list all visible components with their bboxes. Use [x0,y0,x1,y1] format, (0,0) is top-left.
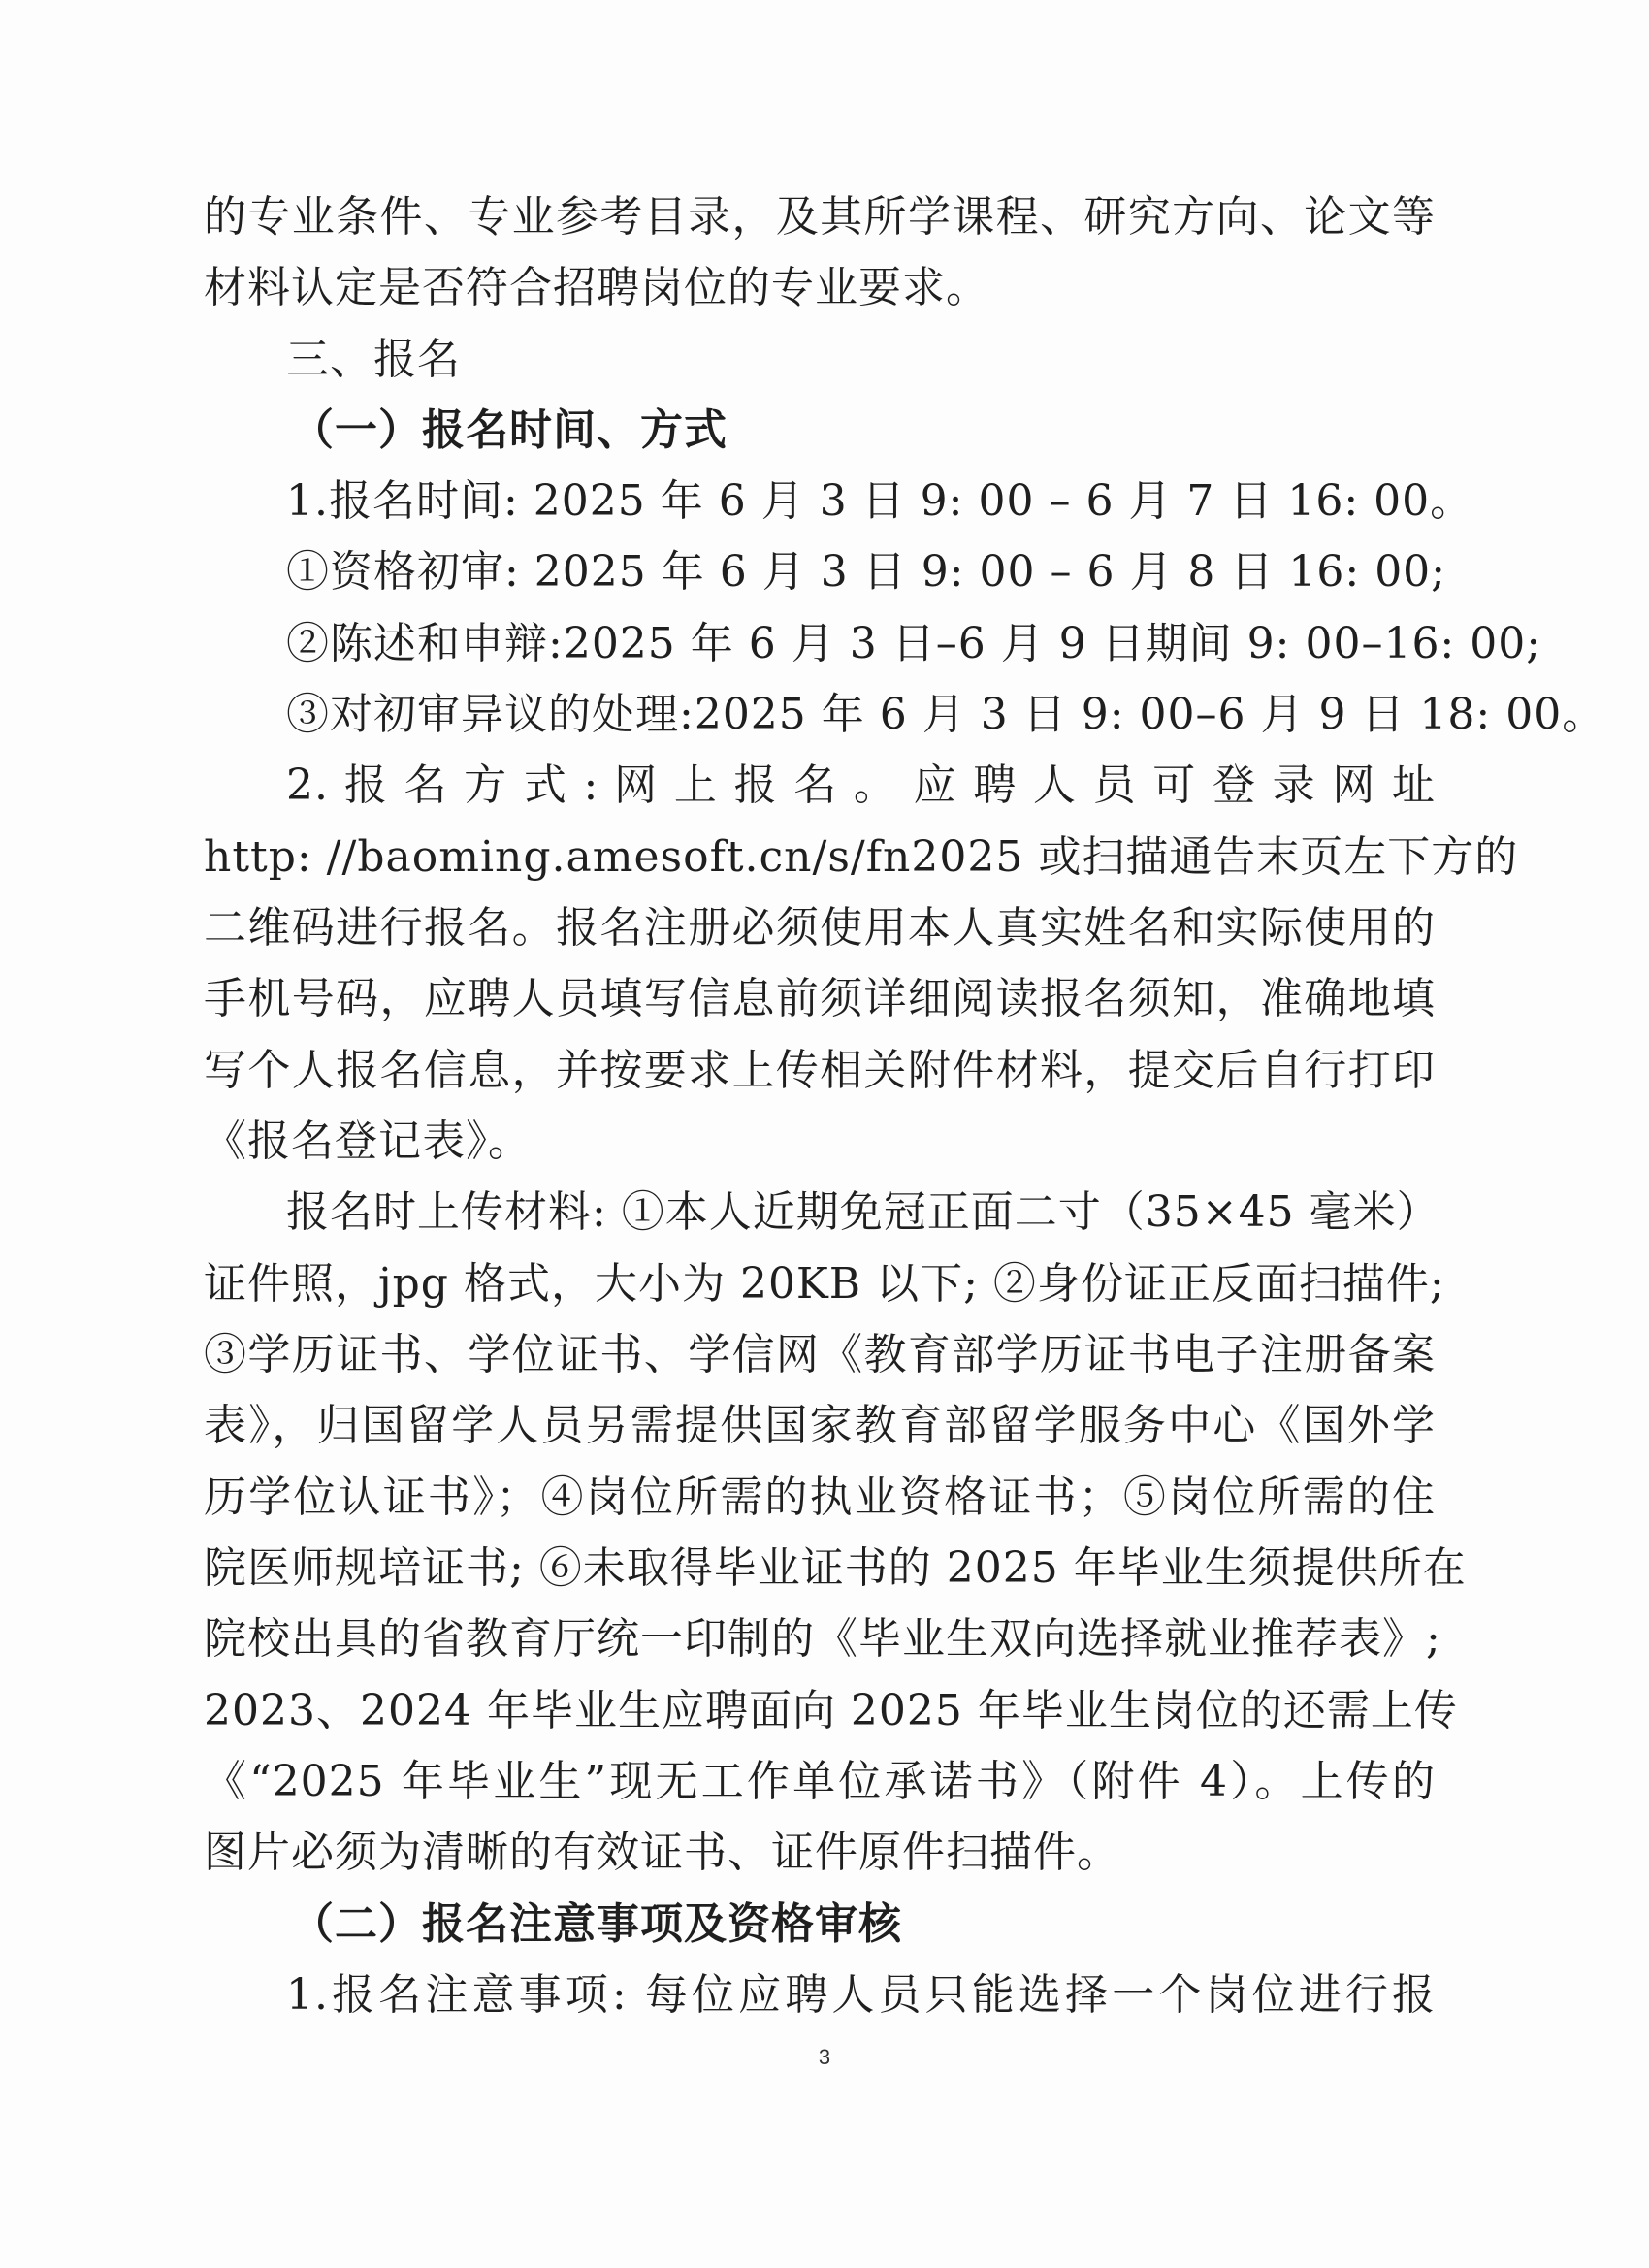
text-line-8: ③对初审异议的处理:2025 年 6 月 3 日 9: 00–6 月 9 日 18: 00。 [286,690,1606,739]
text-line-10: http: //baoming.amesoft.cn/s/fn2025 或扫描通告末页左下方的 [204,832,1519,882]
text-line-26: 1.报名注意事项: 每位应聘人员只能选择一个岗位进行报 [286,1970,1436,2020]
subsection-heading-one: （一）报名时间、方式 [291,405,728,455]
text-line-2: 材料认定是否符合招聘岗位的专业要求。 [204,263,989,312]
text-line-9: 2. 报 名 方 式 : 网 上 报 名 。 应 聘 人 员 可 登 录 网 址 [286,761,1436,810]
text-line-22: 2023、2024 年毕业生应聘面向 2025 年毕业生岗位的还需上传 [204,1686,1458,1735]
text-line-23: 《“2025 年毕业生”现无工作单位承诺书》（附件 4）。上传的 [204,1757,1436,1806]
text-line-16: 证件照，jpg 格式，大小为 20KB 以下; ②身份证正反面扫描件; [204,1259,1445,1309]
text-line-1: 的专业条件、专业参考目录，及其所学课程、研究方向、论文等 [204,192,1436,242]
text-line-20: 院医师规培证书; ⑥未取得毕业证书的 2025 年毕业生须提供所在 [204,1543,1467,1593]
section-heading-three: 三、报名 [286,335,461,384]
text-line-11: 二维码进行报名。报名注册必须使用本人真实姓名和实际使用的 [204,903,1436,953]
text-line-17: ③学历证书、学位证书、学信网《教育部学历证书电子注册备案 [204,1330,1436,1379]
text-line-7: ②陈述和申辩:2025 年 6 月 3 日–6 月 9 日期间 9: 00–16: 00; [286,619,1542,668]
text-line-6: ①资格初审: 2025 年 6 月 3 日 9: 00 – 6 月 8 日 16: 00; [286,547,1447,597]
text-line-19: 历学位认证书》；④岗位所需的执业资格证书；⑤岗位所需的住 [204,1473,1436,1522]
text-line-18: 表》，归国留学人员另需提供国家教育部留学服务中心《国外学 [204,1401,1436,1450]
text-line-13: 写个人报名信息，并按要求上传相关附件材料，提交后自行打印 [204,1046,1436,1095]
page-number: 3 [818,2045,831,2069]
text-line-5: 1.报名时间: 2025 年 6 月 3 日 9: 00 – 6 月 7 日 16: 00。 [286,476,1474,526]
text-line-12: 手机号码，应聘人员填写信息前须详细阅读报名须知，准确地填 [204,974,1436,1023]
text-line-14: 《报名登记表》。 [204,1117,532,1166]
text-line-24: 图片必须为清晰的有效证书、证件原件扫描件。 [204,1828,1120,1877]
subsection-heading-two: （二）报名注意事项及资格审核 [291,1899,902,1949]
text-line-15: 报名时上传材料: ①本人近期免冠正面二寸（35×45 毫米） [286,1187,1440,1237]
text-line-21: 院校出具的省教育厅统一印制的《毕业生双向选择就业推荐表》; [204,1614,1441,1664]
